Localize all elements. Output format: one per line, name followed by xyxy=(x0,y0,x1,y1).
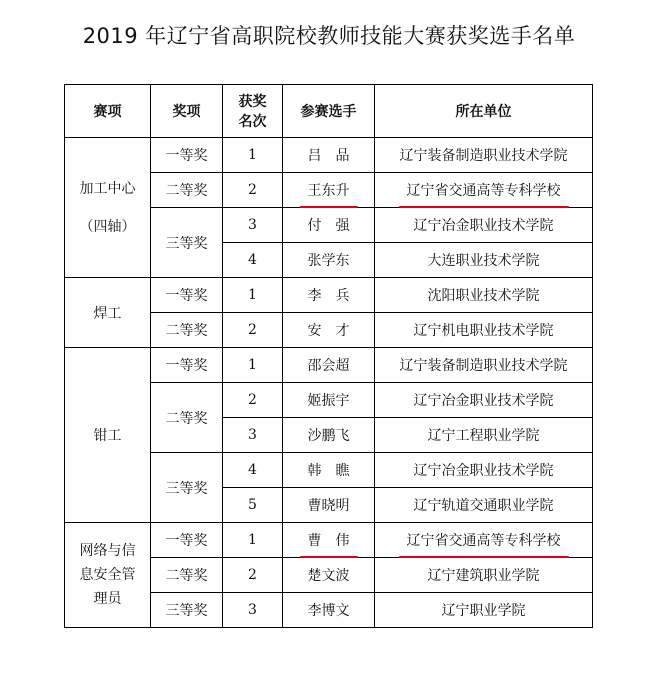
unit-cell: 辽宁机电职业技术学院 xyxy=(375,313,593,348)
unit-cell xyxy=(375,173,593,208)
unit-cell: 大连职业技术学院 xyxy=(375,243,593,278)
award-cell: 一等奖 xyxy=(151,138,223,173)
contestant-cell: 张学东 xyxy=(283,243,375,278)
rank-cell: 5 xyxy=(223,488,283,523)
header-contestant: 参赛选手 xyxy=(283,85,375,138)
unit-cell: 辽宁装备制造职业技术学院 xyxy=(375,138,593,173)
document-title: 2019 年辽宁省高职院校教师技能大赛获奖选手名单 xyxy=(82,24,576,48)
red-underline xyxy=(300,206,358,208)
rank-cell: 1 xyxy=(223,348,283,383)
header-rank-line2: 名次 xyxy=(238,114,267,130)
unit-name: 辽宁省交通高等专科学校 xyxy=(406,533,561,549)
contestant-cell: 李 兵 xyxy=(283,278,375,313)
contestant-name: 王东升 xyxy=(307,183,350,199)
header-unit: 所在单位 xyxy=(375,85,593,138)
award-cell: 一等奖 xyxy=(151,348,223,383)
contestant-cell xyxy=(283,173,375,208)
contestant-name: 曹 伟 xyxy=(307,533,350,549)
contestant-cell: 姬振宇 xyxy=(283,383,375,418)
contestant-cell xyxy=(283,523,375,558)
unit-cell: 辽宁职业学院 xyxy=(375,593,593,628)
unit-cell: 辽宁轨道交通职业学院 xyxy=(375,488,593,523)
contestant-cell: 李博文 xyxy=(283,593,375,628)
rank-cell: 1 xyxy=(223,278,283,313)
unit-cell: 辽宁冶金职业技术学院 xyxy=(375,208,593,243)
unit-cell: 辽宁冶金职业技术学院 xyxy=(375,453,593,488)
award-cell: 二等奖 xyxy=(151,558,223,593)
rank-cell: 4 xyxy=(223,243,283,278)
contestant-cell: 邵会超 xyxy=(283,348,375,383)
table-row xyxy=(65,278,593,313)
award-cell: 三等奖 xyxy=(151,453,223,523)
rank-cell: 3 xyxy=(223,593,283,628)
award-cell: 一等奖 xyxy=(151,278,223,313)
event-welder: 焊工 xyxy=(65,278,151,348)
award-cell: 二等奖 xyxy=(151,313,223,348)
award-cell: 二等奖 xyxy=(151,383,223,453)
unit-name: 辽宁省交通高等专科学校 xyxy=(406,183,561,199)
unit-cell xyxy=(375,523,593,558)
rank-cell: 2 xyxy=(223,558,283,593)
red-underline xyxy=(300,556,358,558)
award-cell: 三等奖 xyxy=(151,593,223,628)
event-label-line: 加工中心 xyxy=(79,180,136,197)
contestant-cell: 韩 瞧 xyxy=(283,453,375,488)
unit-cell: 沈阳职业技术学院 xyxy=(375,278,593,313)
unit-cell: 辽宁工程职业学院 xyxy=(375,418,593,453)
contestant-cell: 吕 品 xyxy=(283,138,375,173)
award-cell: 一等奖 xyxy=(151,523,223,558)
event-label-line: 网络与信 xyxy=(79,543,136,559)
highlighted-unit xyxy=(407,180,561,200)
event-label-line: 理员 xyxy=(93,591,122,607)
contestant-cell: 曹晓明 xyxy=(283,488,375,523)
rank-cell: 4 xyxy=(223,453,283,488)
unit-cell: 辽宁建筑职业学院 xyxy=(375,558,593,593)
rank-cell: 3 xyxy=(223,418,283,453)
rank-cell: 3 xyxy=(223,208,283,243)
award-cell: 三等奖 xyxy=(151,208,223,278)
event-label-line: 息安全管 xyxy=(79,567,136,583)
table-row xyxy=(65,138,593,173)
contestant-cell: 安 才 xyxy=(283,313,375,348)
red-underline xyxy=(399,556,569,558)
event-label-line: （四轴） xyxy=(79,218,136,235)
header-award: 奖项 xyxy=(151,85,223,138)
highlighted-unit xyxy=(407,530,561,550)
table-row xyxy=(65,523,593,558)
event-fitter: 钳工 xyxy=(65,348,151,523)
award-table xyxy=(64,84,593,628)
rank-cell: 2 xyxy=(223,383,283,418)
highlighted-name xyxy=(308,180,350,200)
event-machining-center xyxy=(65,138,151,278)
rank-cell: 2 xyxy=(223,313,283,348)
event-network-security xyxy=(65,523,151,628)
header-rank-line1: 获奖 xyxy=(238,94,267,110)
header-rank xyxy=(223,85,283,138)
rank-cell: 2 xyxy=(223,173,283,208)
header-event: 赛项 xyxy=(65,85,151,138)
unit-cell: 辽宁装备制造职业技术学院 xyxy=(375,348,593,383)
contestant-cell: 沙鹏飞 xyxy=(283,418,375,453)
table-row xyxy=(65,348,593,383)
award-cell: 二等奖 xyxy=(151,173,223,208)
header-row xyxy=(65,85,593,138)
contestant-cell: 付 强 xyxy=(283,208,375,243)
contestant-cell: 楚文波 xyxy=(283,558,375,593)
red-underline xyxy=(399,206,569,208)
rank-cell: 1 xyxy=(223,523,283,558)
unit-cell: 辽宁冶金职业技术学院 xyxy=(375,383,593,418)
highlighted-name xyxy=(308,530,350,550)
rank-cell: 1 xyxy=(223,138,283,173)
